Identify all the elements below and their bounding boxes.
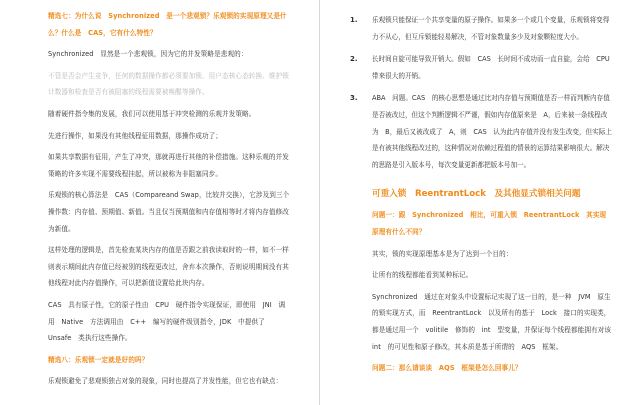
question-8-title: 精选八：乐观锁一定就是好的吗？	[48, 355, 149, 364]
paragraph: CAS 具有原子性，它的原子性由 CPU 硬件指令实现保证，即使用 JNI 调用 Native 方法调用由 C++ 编写的硬件级别指令，JDK 中提供了 Unsafe 类执行这些操作。	[48, 300, 286, 343]
paragraph: Synchronized 显然是一个悲观锁，因为它的并发策略是悲观的：	[48, 50, 248, 59]
page-divider	[319, 0, 320, 405]
right-page	[322, 0, 640, 405]
drawbacks-list	[350, 12, 617, 173]
left-column	[48, 8, 290, 395]
list-item-text: 乐观锁只能保证一个共享变量的原子操作。如果多一个或几个变量，乐观锁将变得力不从心，但互斥锁能轻易解决，不管对象数量多少及对象颗粒度大小。	[372, 16, 610, 41]
paragraph: 这样处理的逻辑是，首先检查某块内存的值是否跟之前我读取时的一样，如不一样则表示期间此内存值已经被别的线程更改过，舍弃本次操作，否则说明期间没有其他线程对此内存值操作，可以把新值设置给此块内存。	[48, 246, 289, 288]
right-column	[350, 12, 618, 382]
list-number: 2.	[350, 55, 358, 64]
paragraph: Synchronized 通过在对象头中设置标记实现了这一目的，是一种 JVM 原生的锁实现方式，而 ReentrantLock 以及所有的基于 Lock 接口的实现类，都是通过用一个 volitile 修饰的 int 型变量，并保证每个线程都能拥有对该 int 的可见性和原子修改，其本质是基于所谓的 AQS 框架。	[372, 292, 618, 351]
paragraph: 如果共享数据有征用，产生了冲突，那就再进行其他的补偿措施。这种乐观的并发策略的许多实现不需要线程挂起，所以被称为非阻塞同步。	[48, 153, 289, 178]
list-item	[350, 90, 612, 173]
question-7-title: 精选七：为什么说 Synchronized 是一个悲观锁？乐观锁的实现原理又是什么？什么是 CAS，它有什么特性？	[48, 12, 287, 37]
list-item	[350, 51, 617, 84]
paragraph: 让所有的线程都能看到某种标记。	[372, 271, 473, 280]
paragraph: 其实，锁的实现原理基本是为了达到一个目的：	[372, 249, 513, 258]
section-heading: 可重入锁 ReentrantLock 及其他显式锁相关问题	[372, 189, 581, 200]
paragraph: 先进行操作，如果没有其他线程征用数据，那操作成功了；	[48, 131, 223, 140]
paragraph: 乐观锁避免了悲观锁独占对象的现象，同时也提高了并发性能，但它也有缺点：	[48, 377, 283, 386]
list-number: 3.	[350, 94, 358, 103]
left-page	[0, 0, 318, 405]
question-1-title: 问题一：跟 Synchronized 相比，可重入锁 ReentrantLock 其实现原理有什么不同？	[372, 211, 607, 236]
list-item-text: 长时间自旋可能导致开销大。假如 CAS 长时间不成功而一直自旋，会给 CPU 带来很大的开销。	[372, 55, 617, 80]
list-item-text: ABA 问题。CAS 的核心思想是通过比对内存值与预期值是否一样而判断内存值是否被改过，但这个判断逻辑不严谨，假如内存值原来是 A，后来被一条线程改为 B，最后又被改成了 A，则 CAS 认为此内存值并没有发生改变，但实际上是有被其他线程改过的，这种情况对依赖过程值的情景的运算结果影响很大。解决的思路是引入版本号，每次变量更新都把版本号加一。	[372, 94, 612, 169]
list-number: 1.	[350, 16, 358, 24]
paragraph: 不管是否会产生竞争，任何的数据操作都必须要加锁、用户态核心态转换、维护锁计数器和检查是否有被阻塞的线程需要被唤醒等操作。	[48, 71, 289, 97]
paragraph: 随着硬件指令集的发展，我们可以使用基于冲突检测的乐观并发策略。	[48, 109, 256, 118]
question-2-title: 问题二：那么请谈谈 AQS 框架是怎么回事儿？	[372, 364, 522, 373]
list-item	[350, 12, 612, 45]
paragraph: 乐观锁的核心算法是 CAS（Compareand Swap，比较并交换），它涉及到三个操作数：内存值、预期值、新值。当且仅当预期值和内存值相等时才将内存值修改为新值。	[48, 191, 290, 233]
